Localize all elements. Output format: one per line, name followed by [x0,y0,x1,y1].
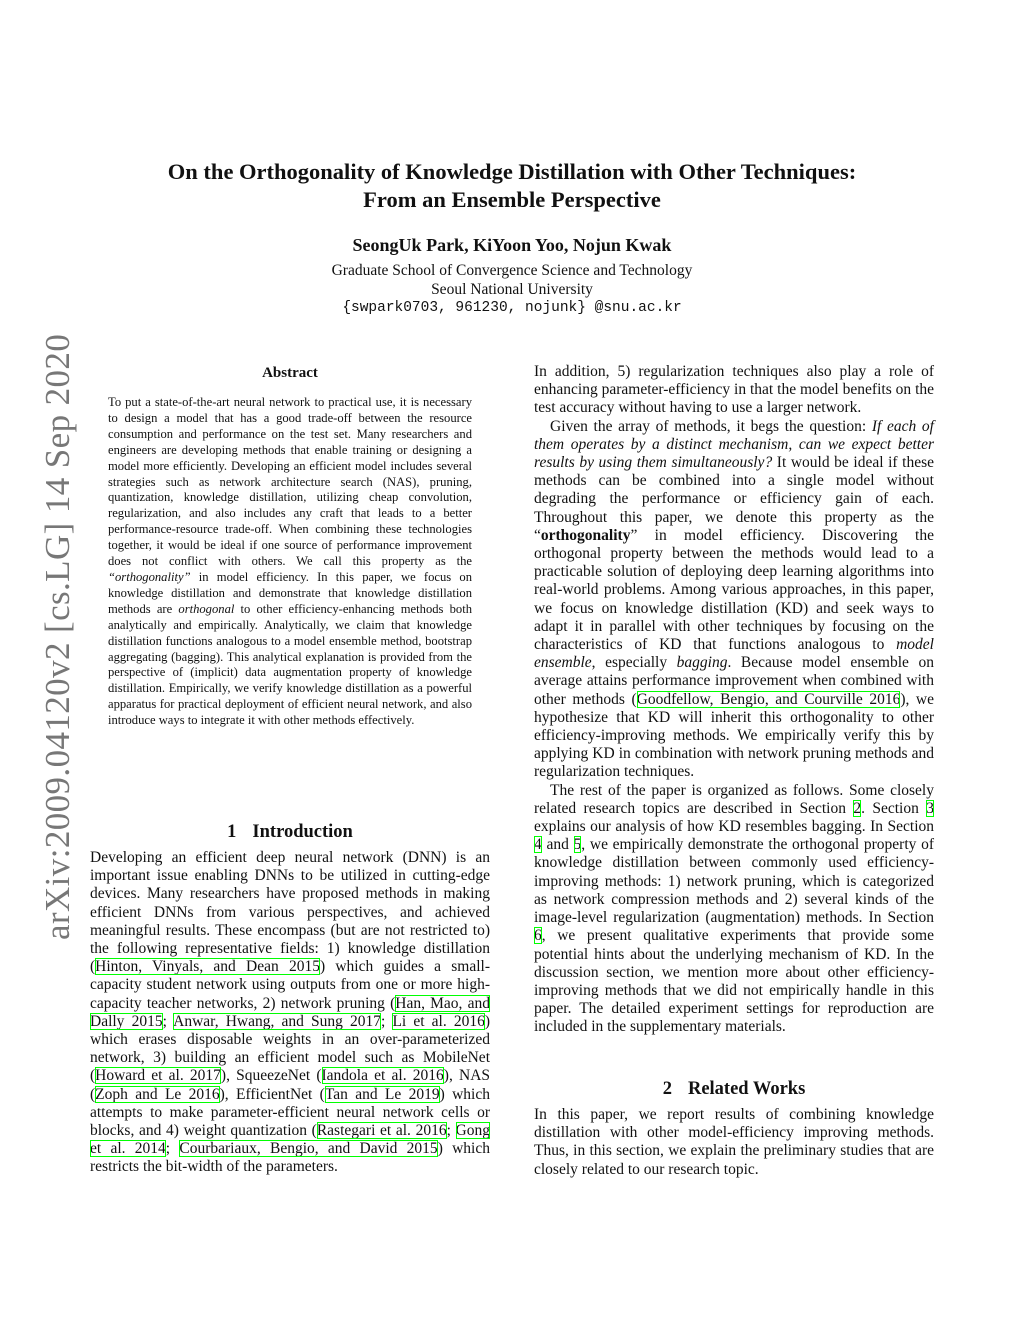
body-text: ) which guides a small-capacity student network using outputs from one or more high-capacity teacher networks, 2) network pruning ( [90,958,490,1012]
body-text: ” in model efficiency. Discovering the orthogonal property between the methods would lead to a practicable solution of deploying deep learning algorithms into real-world problems. Among various approaches, in this paper, we focus on knowledge distillation (KD) and seek ways to adapt it in parallel with other techniques by focusing on the characteristics of KD that functions analogous to [534,526,934,654]
introduction-body [90,849,490,1177]
body-text: ), EfficientNet ( [219,1085,325,1103]
paragraph [534,418,934,782]
title-line-2: From an Ensemble Perspective [363,187,661,212]
body-text: , we empirically demonstrate the orthogonal property of knowledge distillation between commonly used efficiency-improving methods: 1) network pruning, which is categorized as network compression methods and 2) several kinds of the image-level regularization (augmentation) methods. In Section [534,836,935,927]
affiliation-school: Graduate School of Convergence Science and Technology [331,262,693,279]
body-text: ), NAS ( [90,1067,491,1103]
body-text: , we present qualitative experiments that provide some potential hints about the underlying mechanism of KD. In the discussion section, we mention more about other efficiency-improving methods that we did not empirically handle in this paper. The detailed experiment settings for reproduction are included in the supplementary materials. [534,927,934,1036]
paper-title [0,158,1024,214]
abstract-text: to other efficiency-enhancing methods both analytically and empirically. Analytically, we claim that knowledge distillation functions analogous to a model ensemble method, bootstrap aggregating (bagging). This analytical explanation is provided from the perspective of (implicit) data augmentation property of knowledge distillation. Empirically, we verify knowledge distillation as a powerful apparatus for practical deployment of efficient neural network, and also introduce ways to integrate it with other methods effectively. [108,601,472,728]
citation-link[interactable]: Zoph and Le 2016 [95,1085,220,1103]
section-link[interactable]: 4 [534,836,542,854]
section-introduction-heading [90,822,490,843]
body-text: explains our analysis of how KD resembles bagging. In Section [534,818,934,836]
section-link[interactable]: 3 [926,799,934,817]
section-number: 2 [662,1079,672,1099]
section-link[interactable]: 6 [534,927,542,945]
abstract-emphasis: “orthogonality” [108,569,191,584]
abstract-heading: Abstract [262,365,318,381]
abstract-emphasis: orthogonal [178,601,235,616]
citation-link[interactable]: Tan and Le 2019 [324,1085,440,1103]
body-text: . Because model ensemble on average attains performance improvement when combined with other methods ( [534,654,934,708]
body-text: ) which attempts to make parameter-efficient neural network cells or blocks, and 4) weight quantization ( [90,1085,490,1140]
citation-link[interactable]: Rastegari et al. 2016 [316,1122,447,1140]
related-works-body: In this paper, we report results of combining knowledge distillation with other model-efficiency improving methods. Thus, in this section, we explain the preliminary studies that are closely related to our research topic. [534,1106,934,1178]
section-title: Introduction [252,822,353,842]
citation-link[interactable]: Howard et al. 2017 [95,1067,221,1085]
right-column-body [534,363,934,1037]
body-text: ; [162,1012,174,1030]
body-text: ) which restricts the bit-width of the parameters. [90,1140,490,1176]
body-text: ), we hypothesize that KD will inherit this orthogonality to other efficiency-improving methods. We empirically verify this by applying KD in combination with network pruning methods and regularization techniques. [534,690,934,781]
body-bold: orthogonality [540,526,631,544]
arxiv-identifier: arXiv:2009.04120v2 [cs.LG] 14 Sep 2020 [38,333,77,940]
body-text: Developing an efficient deep neural network (DNN) is an important issue enabling DNNs to be utilized in cutting-edge devices. Many researchers have proposed methods in making efficient DNNs from various perspectives, and achieved meaningful results. These encompass (but are not restricted to) the following representative fields: 1) knowledge distillation ( [90,849,490,976]
citation-link[interactable]: Han, Mao, and Dally 2015 [90,994,490,1030]
title-line-1: On the Orthogonality of Knowledge Distillation with Other Techniques: [167,159,857,184]
paragraph: In addition, 5) regularization techniques also play a role of enhancing parameter-efficiency in that the model benefits on the test accuracy without having to use a larger network. [534,363,934,417]
citation-link[interactable]: Gong et al. 2014 [90,1122,490,1158]
body-text: ) which erases disposable weights in an over-parameterized network, 3) building an efficient model such as MobileNet ( [90,1012,491,1085]
section-title: Related Works [687,1079,806,1099]
authors: SeongUk Park, KiYoon Yoo, Nojun Kwak [352,235,672,255]
citation-link[interactable]: Goodfellow, Bengio, and Courville 2016 [636,690,901,708]
body-text: ; [446,1122,456,1140]
abstract-text: To put a state-of-the-art neural network to practical use, it is necessary to design a model that has a good trade-off between the resource consumption and performance on the test set. Many researchers and engineers are developing methods that enable training or designing a model more efficiently. Developing an efficient model includes several strategies such as network architecture search (NAS), pruning, quantization, knowledge distillation, utilizing cheap convolution, regularization, and also includes any craft that leads to a better performance-resource trade-off. When combining these technologies together, it would be ideal if one source of performance improvement does not conflict with others. We call this property as the [108,395,472,569]
citation-link[interactable]: Li et al. 2016 [392,1012,485,1030]
body-text: and [541,836,574,854]
section-related-works-heading [534,1079,934,1100]
affiliation [0,262,1024,318]
body-text: Given the array of methods, it begs the question: [550,417,872,435]
citation-link[interactable]: Courbariaux, Bengio, and David 2015 [179,1140,438,1158]
abstract-body [108,395,472,729]
body-text: ; [381,1012,393,1030]
paragraph [534,782,934,1037]
section-link[interactable]: 5 [573,836,582,854]
body-text: , especially [591,654,677,672]
body-emphasis: If each of them operates by a distinct mechanism, can we expect better results by using them simultaneously? [534,417,934,472]
body-text: ), SqueezeNet ( [220,1067,322,1085]
body-text: It would be ideal if these methods can be combined into a single model without degrading the performance or efficiency gain of each. Throughout this paper, we denote this property as the “ [534,454,934,544]
abstract-text: in model efficiency. In this paper, we focus on knowledge distillation and demonstrate that knowledge distillation methods are [108,569,472,616]
citation-link[interactable]: Iandola et al. 2016 [321,1067,444,1085]
author-emails: {swpark0703, 961230, nojunk} @snu.ac.kr [342,300,682,316]
section-link[interactable]: 2 [853,799,862,817]
citation-link[interactable]: Anwar, Hwang, and Sung 2017 [173,1012,381,1030]
body-text: . Section [861,799,927,817]
body-emphasis: bagging [676,654,728,672]
section-number: 1 [227,822,237,842]
affiliation-university: Seoul National University [431,280,593,298]
body-text: The rest of the paper is organized as follows. Some closely related research topics are described in Section [534,781,934,817]
body-text: ; [165,1140,180,1158]
citation-link[interactable]: Hinton, Vinyals, and Dean 2015 [95,958,320,976]
body-emphasis: model ensemble [534,636,934,672]
